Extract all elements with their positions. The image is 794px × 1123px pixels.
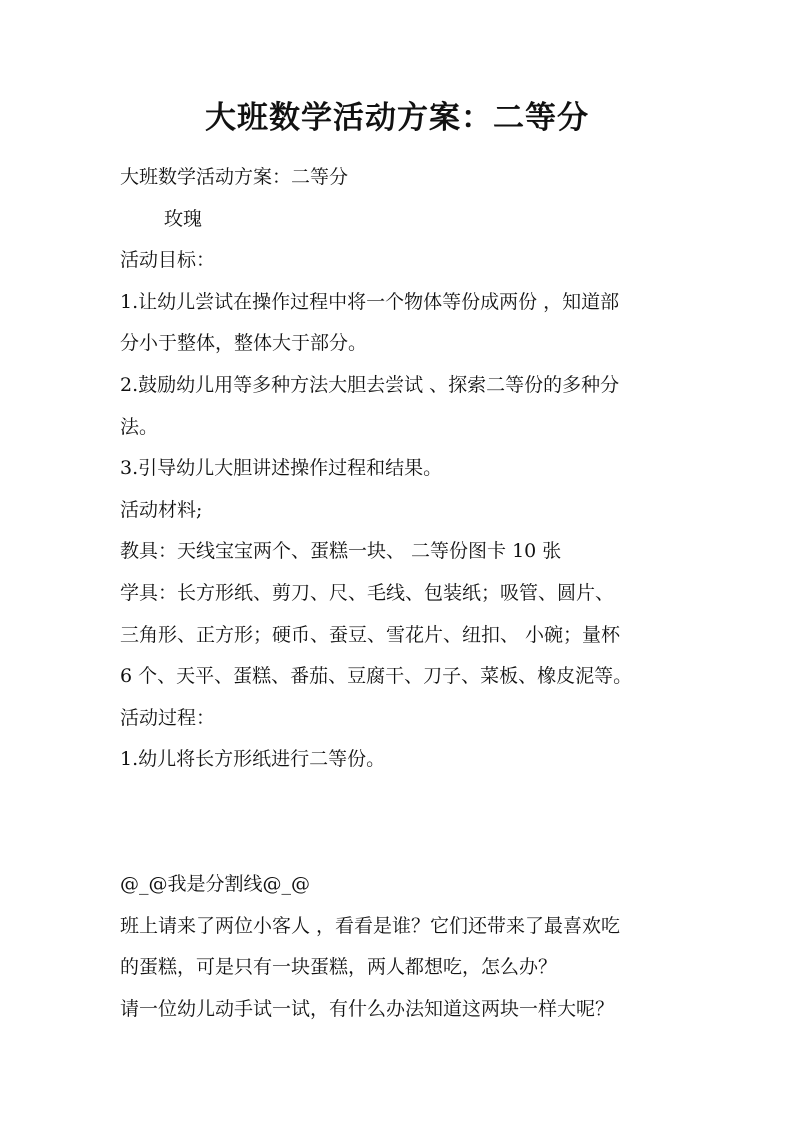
goals-heading: 活动目标： <box>120 249 216 272</box>
author: 玫瑰 <box>164 207 203 230</box>
process-heading: 活动过程： <box>120 706 216 729</box>
subtitle: 大班数学活动方案：二等分 <box>120 166 349 188</box>
step-1: 1.幼儿将长方形纸进行二等份。 <box>120 748 386 771</box>
paragraph-1-line-2: 的蛋糕，可是只有一块蛋糕，两人都想吃，怎么办？ <box>120 956 558 979</box>
goal-3: 3.引导幼儿大胆讲述操作过程和结果。 <box>120 457 443 480</box>
student-tools-line-2: 三角形、正方形；硬币、蚕豆、雪花片、纽扣、 小碗；量杯 <box>120 623 621 646</box>
document-title: 大班数学活动方案：二等分 <box>205 100 589 136</box>
goal-1-line-2: 分小于整体，整体大于部分。 <box>120 332 368 355</box>
materials-heading: 活动材料; <box>120 498 203 521</box>
student-tools-line-3: 6 个、天平、蛋糕、番茄、豆腐干、刀子、菜板、橡皮泥等。 <box>120 665 633 688</box>
goal-1-line-1: 1.让幼儿尝试在操作过程中将一个物体等份成两份 ，知道部 <box>120 290 620 313</box>
divider-text: @_@我是分割线@_@ <box>120 872 311 895</box>
goal-2-line-1: 2.鼓励幼儿用等多种方法大胆去尝试 、探索二等份的多种分 <box>120 373 620 396</box>
paragraph-1-line-1: 班上请来了两位小客人 ，看看是谁？它们还带来了最喜欢吃 <box>120 914 621 937</box>
goal-2-line-2: 法。 <box>120 415 159 438</box>
blank-space <box>120 781 700 864</box>
paragraph-2-line-1: 请一位幼儿动手试一试，有什么办法知道这两块一样大呢？ <box>120 997 615 1020</box>
student-tools-line-1: 学具：长方形纸、剪刀、尺、毛线、包装纸；吸管、圆片、 <box>120 581 615 604</box>
document-body <box>120 157 700 1030</box>
teacher-tools: 教具：天线宝宝两个、蛋糕一块、 二等份图卡 10 张 <box>120 540 562 563</box>
